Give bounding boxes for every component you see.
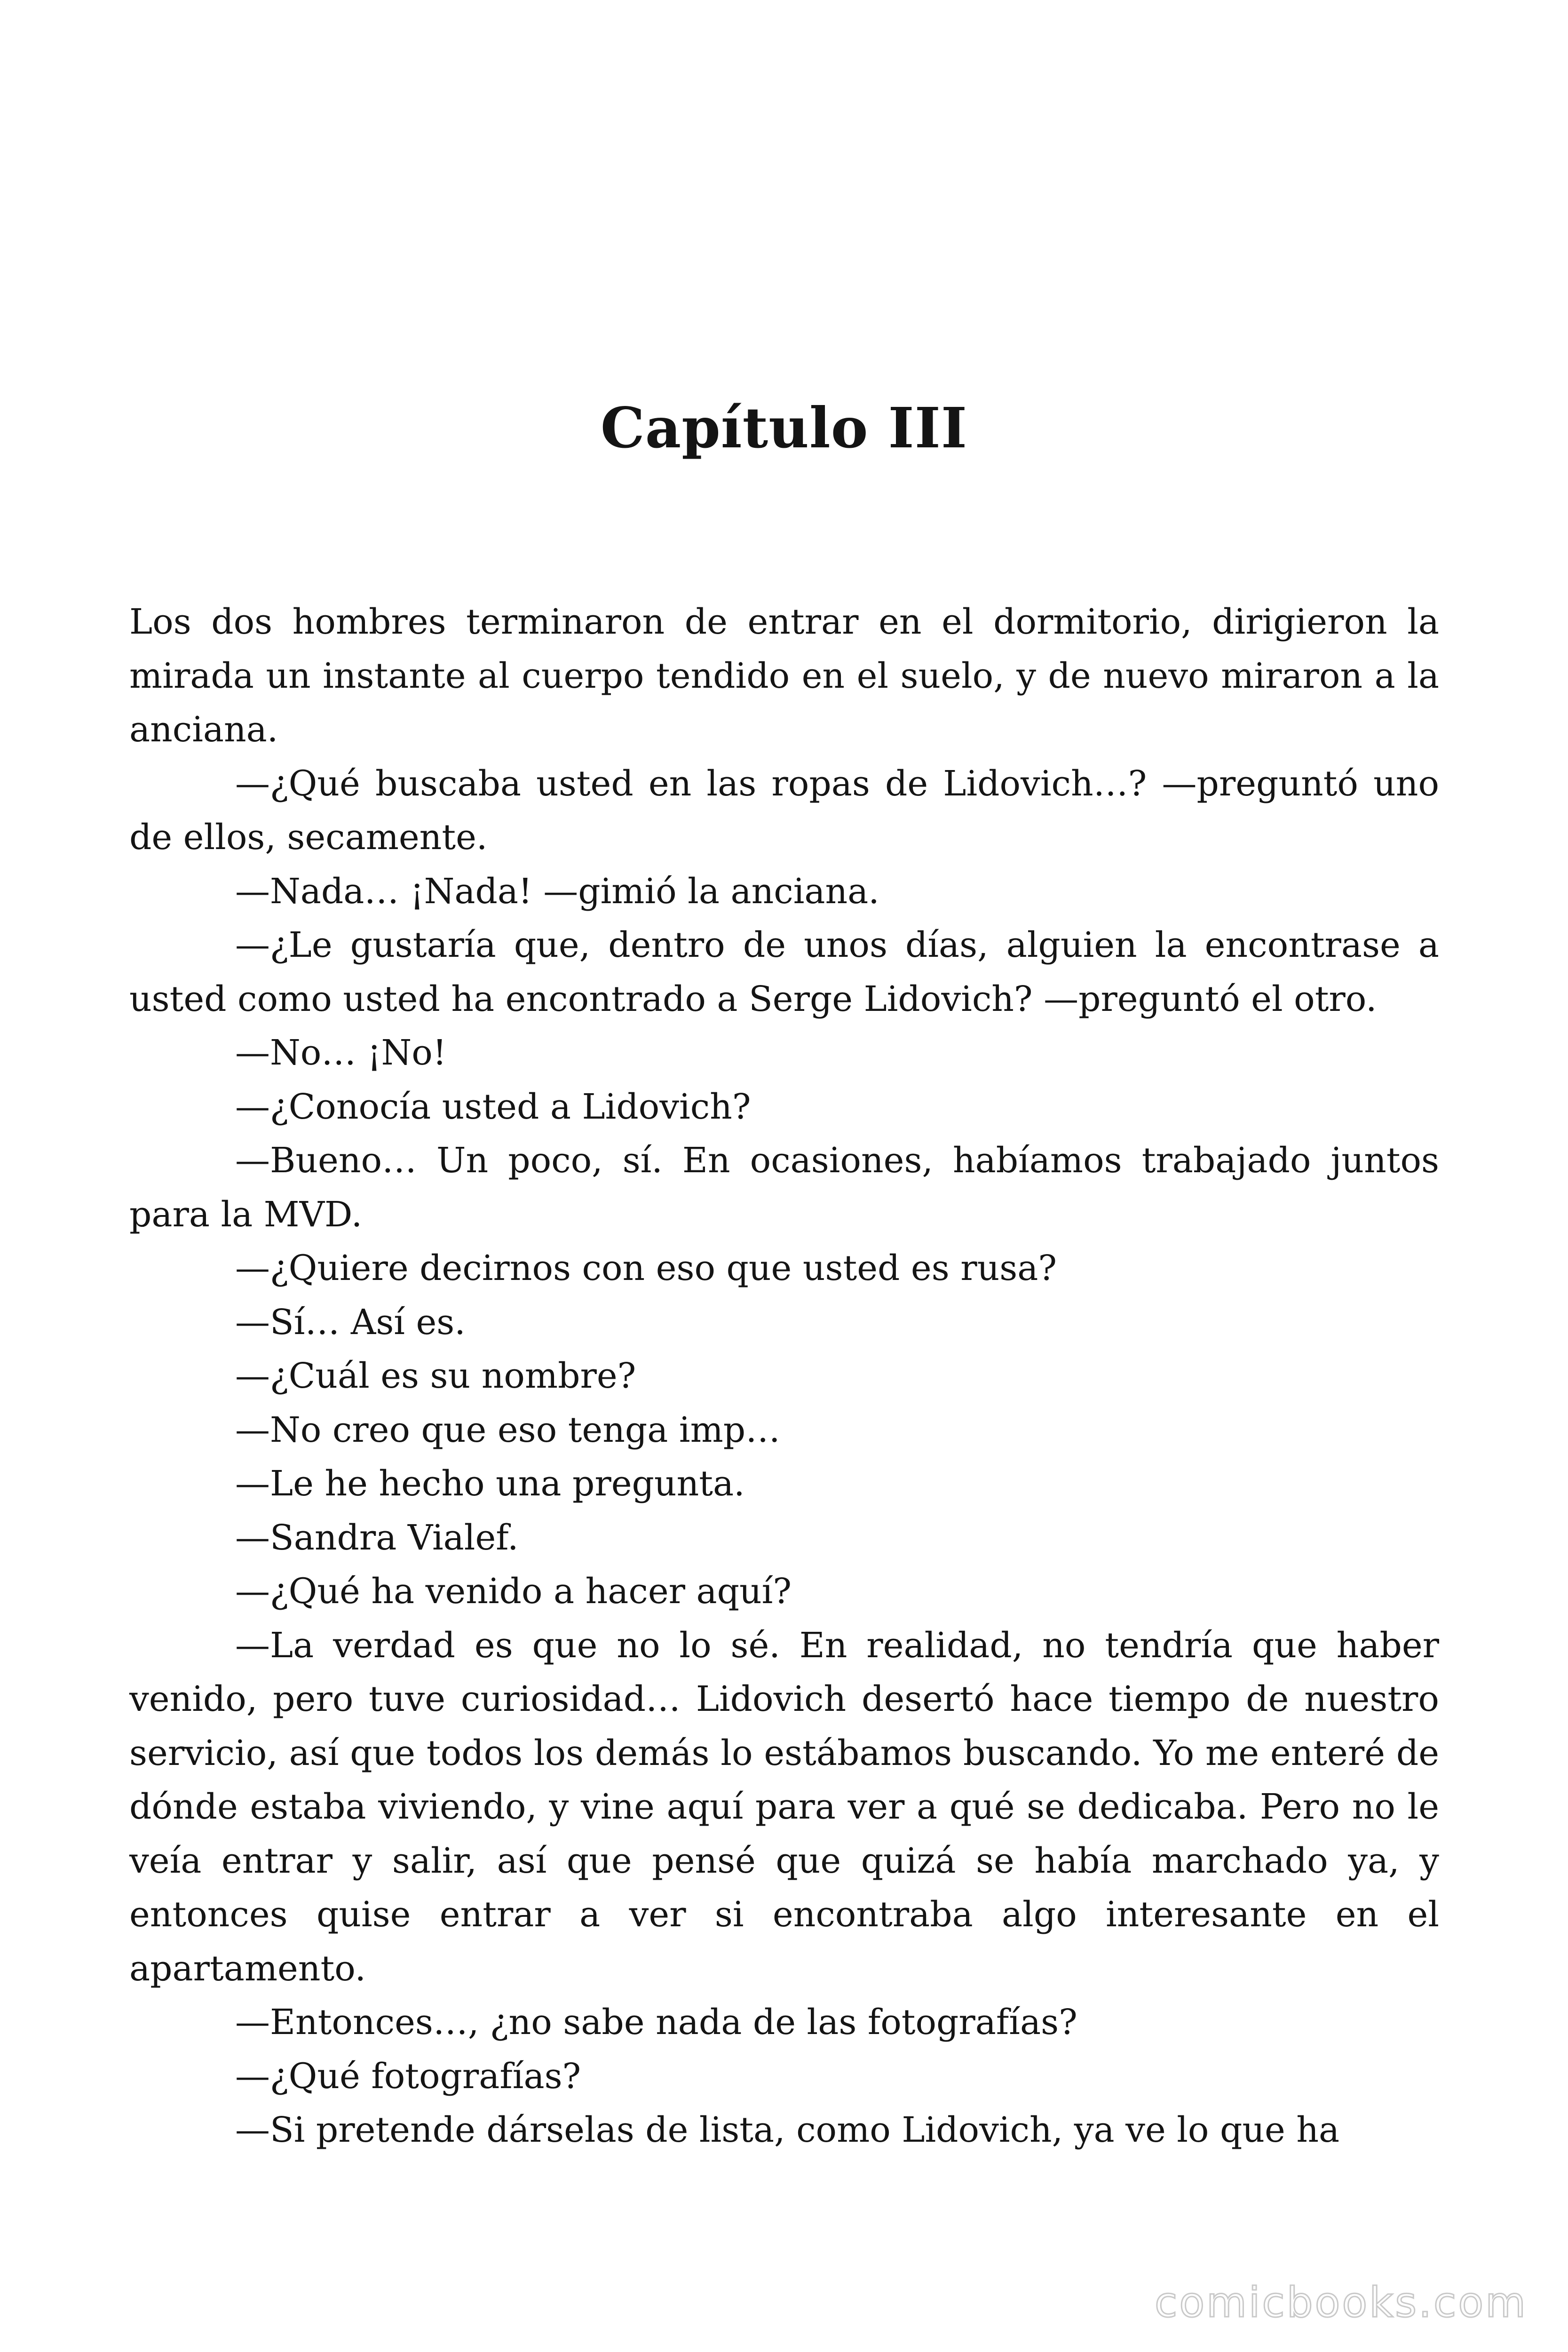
paragraph: —¿Cuál es su nombre? (235, 1356, 636, 1396)
chapter-body (129, 595, 1439, 2157)
paragraph: —Nada… ¡Nada! —gimió la anciana. (235, 871, 879, 912)
paragraph: —¿Quiere decirnos con eso que usted es rusa? (235, 1248, 1057, 1288)
paragraph: —Entonces…, ¿no sabe nada de las fotografías? (235, 2002, 1077, 2042)
paragraph: —¿Le gustaría que, dentro de unos días, alguien la encontrase a usted como usted ha encontrado a Serge Lidovich? —preguntó el otro. (129, 925, 1439, 1019)
paragraph: —Bueno… Un poco, sí. En ocasiones, habíamos trabajado juntos para la MVD. (129, 1140, 1439, 1235)
chapter-title: Capítulo III (600, 395, 968, 461)
paragraph: —¿Qué buscaba usted en las ropas de Lidovich…? —preguntó uno de ellos, secamente. (129, 763, 1439, 858)
paragraph: —La verdad es que no lo sé. En realidad, no tendría que haber venido, pero tuve curiosidad… Lidovich desertó hace tiempo de nuestro servicio, así que todos los demás lo estábamos buscando. Yo me enteré de dónde estaba viviendo, y vine aquí para ver a qué se dedicaba. Pero no le veía entrar y salir, así que pensé que quizá se había marchado ya, y entonces quise entrar a ver si encontraba algo interesante en el apartamento. (129, 1625, 1439, 1989)
paragraph: —No… ¡No! (235, 1033, 447, 1073)
paragraph: —¿Conocía usted a Lidovich? (235, 1086, 751, 1127)
watermark: comicbooks.com (1154, 2278, 1528, 2327)
paragraph: —Le he hecho una pregunta. (235, 1463, 745, 1504)
paragraph: Los dos hombres terminaron de entrar en el dormitorio, dirigieron la mirada un instante al cuerpo tendido en el suelo, y de nuevo miraron a la anciana. (129, 602, 1439, 750)
paragraph: —Sí… Así es. (235, 1302, 466, 1343)
paragraph: —¿Qué ha venido a hacer aquí? (235, 1571, 792, 1612)
paragraph: —¿Qué fotografías? (235, 2056, 581, 2097)
paragraph: —No creo que eso tenga imp… (235, 1409, 781, 1450)
paragraph: —Si pretende dárselas de lista, como Lidovich, ya ve lo que ha (235, 2110, 1340, 2150)
paragraph: —Sandra Vialef. (235, 1517, 519, 1558)
